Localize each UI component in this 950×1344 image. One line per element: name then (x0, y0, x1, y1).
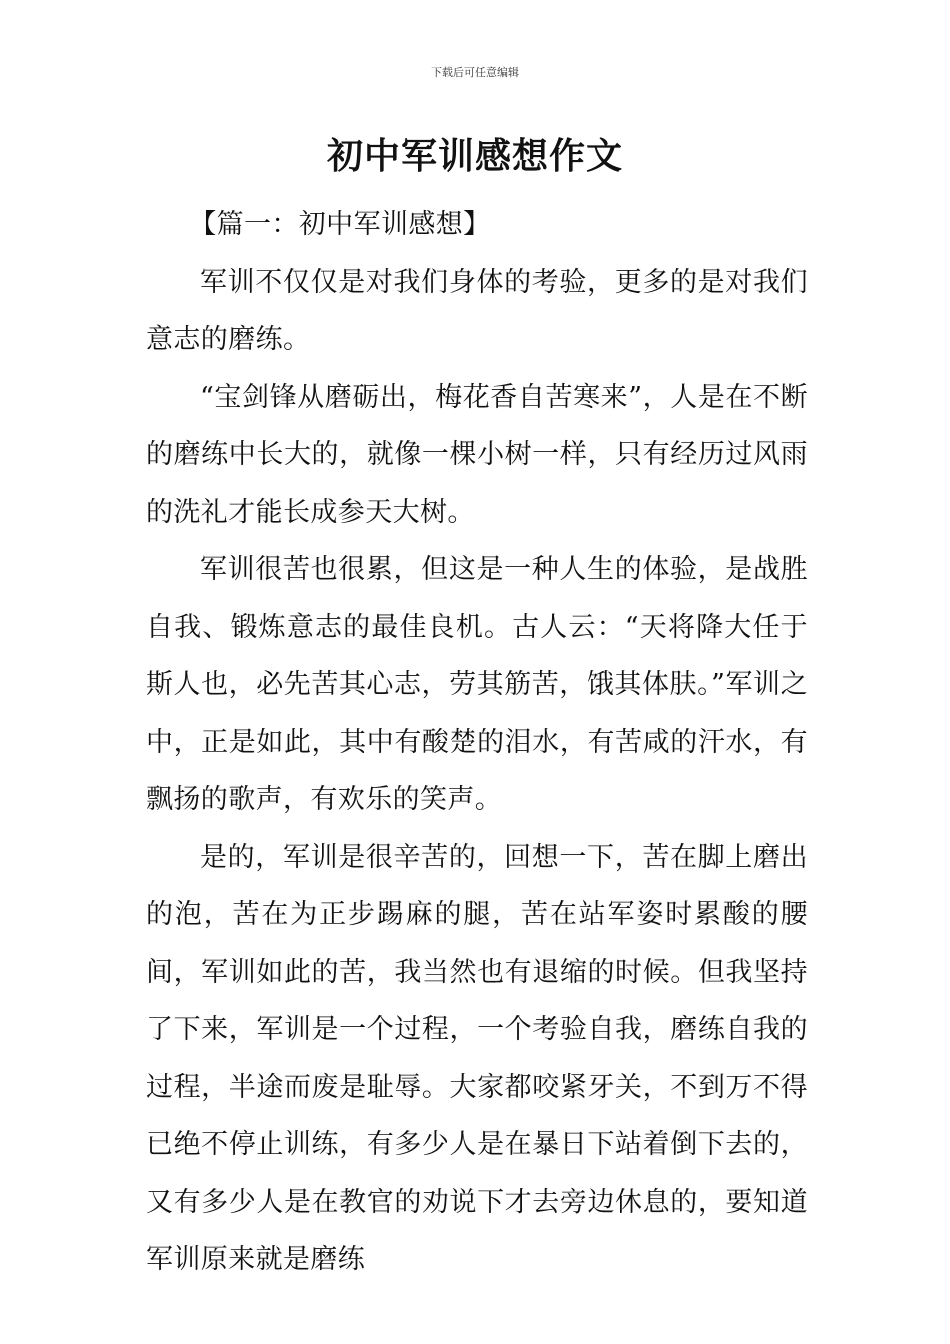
document-title: 初中军训感想作文 (326, 136, 623, 177)
paragraph: 军训不仅仅是对我们身体的考验，更多的是对我们意志的磨练。 (146, 266, 808, 355)
header-note: 下载后可任意编辑 (431, 66, 519, 79)
paragraph: 军训很苦也很累，但这是一种人生的体验，是战胜自我、锻炼意志的最佳良机。古人云：“天将降大任于斯人也，必先苦其心志，劳其筋苦，饿其体肤。”军训之中，正是如此，其中有酸楚的泪水，有苦咸的汗水，有飘扬的歌声，有欢乐的笑声。 (146, 554, 808, 815)
section-heading: 【篇一：初中军训感想】 (189, 209, 491, 240)
document-body (146, 196, 808, 1289)
paragraph: “宝剑锋从磨砺出，梅花香自苦寒来”，人是在不断的磨练中长大的，就像一棵小树一样，只有经历过风雨的洗礼才能长成参天大树。 (146, 381, 808, 528)
paragraph: 是的，军训是很辛苦的，回想一下，苦在脚上磨出的泡，苦在为正步踢麻的腿，苦在站军姿时累酸的腰间，军训如此的苦，我当然也有退缩的时候。但我坚持了下来，军训是一个过程，一个考验自我，磨练自我的过程，半途而废是耻辱。大家都咬紧牙关，不到万不得已绝不停止训练，有多少人是在暴日下站着倒下去的，又有多少人是在教官的劝说下才去旁边休息的，要知道军训原来就是磨练 (146, 841, 808, 1275)
